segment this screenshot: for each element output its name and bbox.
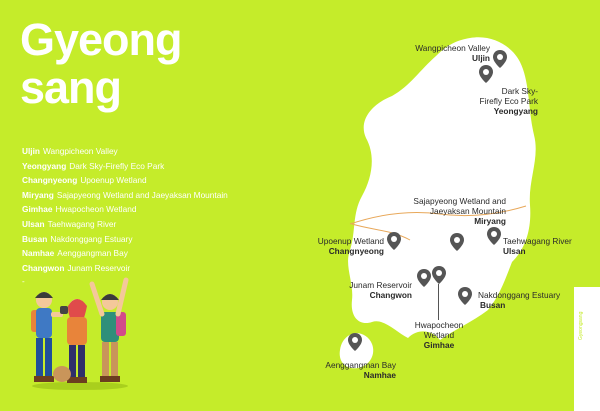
map-pin-icon [432, 266, 446, 284]
map-pin-icon [450, 233, 464, 251]
label-gimhae: Hwapocheon Wetland Gimhae [414, 320, 464, 350]
list-item: Ulsan Taehwagang River [22, 218, 117, 229]
label-uljin: Wangpicheon Valley Uljin [415, 43, 490, 63]
map-pin-icon [487, 227, 501, 245]
list-item: Uljin Wangpicheon Valley [22, 146, 118, 156]
label-namhae: Aenggangman Bay Namhae [325, 360, 396, 380]
label-changnyeong: Upoenup Wetland Changnyeong [317, 236, 384, 256]
map-pin-icon [458, 287, 472, 305]
list-item: Gimhae Hwapocheon Wetland [22, 204, 137, 215]
title-line-2: sang [20, 62, 122, 113]
side-tab-text: Gyeongsang [578, 311, 584, 340]
map-pin-icon [493, 50, 507, 68]
list-item: Miryang Sajapyeong Wetland and Jaeyaksan Mountain [22, 189, 228, 200]
list-item: Changwon Junam Reservoir [22, 262, 131, 273]
list-item: Yeongyang Dark Sky-Firefly Eco Park [22, 160, 165, 171]
list-item: Namhae Aenggangman Bay [22, 248, 128, 259]
gimhae-leader-line [438, 284, 439, 320]
label-busan: Nakdonggang Estuary Busan [478, 290, 561, 310]
label-changwon: Junam Reservoir Changwon [349, 280, 412, 300]
map-pin-icon [387, 232, 401, 250]
label-miryang: Sajapyeong Wetland and Jaeyaksan Mountain Miryang [413, 196, 506, 226]
title-line-1: Gyeong [20, 14, 182, 65]
label-yeongyang: Dark Sky- Firefly Eco Park Yeongyang [479, 86, 538, 116]
map-pin-icon [348, 333, 362, 351]
list-dash: - [22, 277, 25, 286]
list-item: Busan Nakdonggang Estuary [22, 233, 133, 244]
map-pin-icon [417, 269, 431, 287]
list-item: Changnyeong Upoenup Wetland [22, 175, 147, 186]
label-ulsan: Taehwagang River Ulsan [503, 236, 572, 256]
map-pin-icon [479, 65, 493, 83]
